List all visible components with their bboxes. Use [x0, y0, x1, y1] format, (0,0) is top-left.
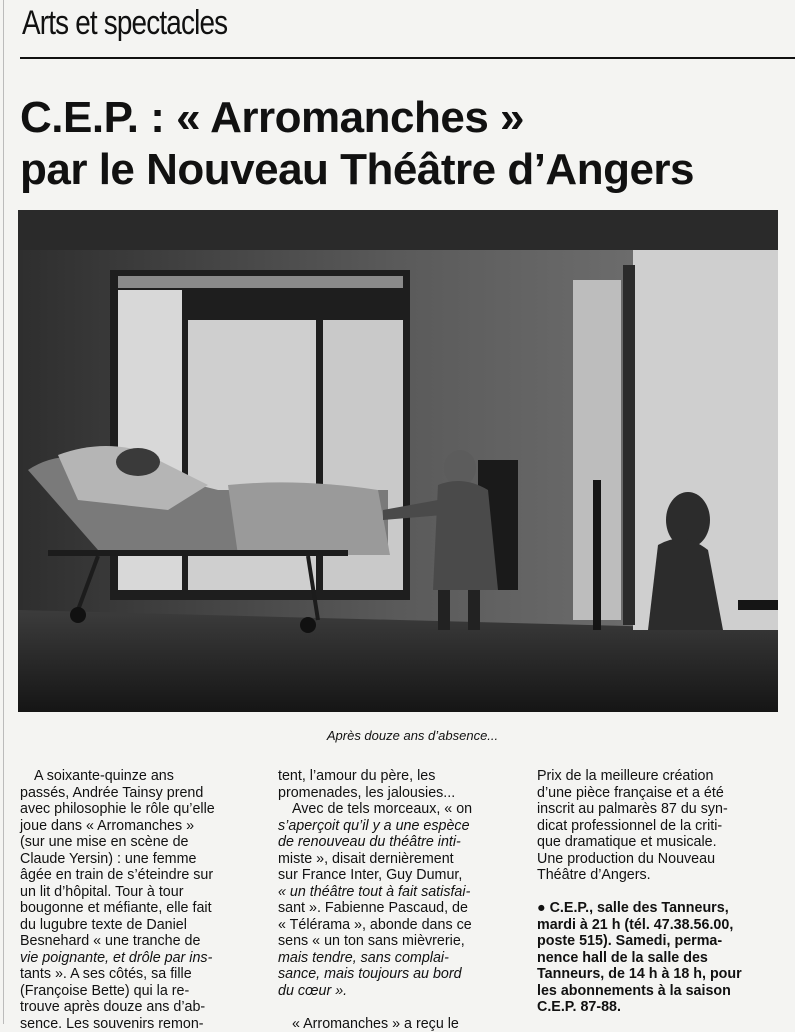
text-line: s’aperçoit qu’il y a une espèce	[278, 818, 508, 835]
text-line: mais tendre, sans complai-	[278, 950, 508, 967]
text-line: de renouveau du théâtre inti-	[278, 834, 508, 851]
text-line: miste », disait dernièrement	[278, 851, 508, 868]
text-line: (sur une mise en scène de	[20, 834, 250, 851]
text-line: tent, l’amour du père, les	[278, 768, 508, 785]
text-line: Une production du Nouveau	[537, 851, 777, 868]
text-line: Besnehard « une tranche de	[20, 933, 250, 950]
text-line: que dramatique et musicale.	[537, 834, 777, 851]
text-line: bougonne et méfiante, elle fait	[20, 900, 250, 917]
text-line: Claude Yersin) : une femme	[20, 851, 250, 868]
section-rule	[20, 57, 795, 59]
text-line: joue dans « Arromanches »	[20, 818, 250, 835]
headline-line-1: C.E.P. : « Arromanches »	[20, 92, 790, 144]
text-line: « Télérama », abonde dans ce	[278, 917, 508, 934]
text-line: inscrit au palmarès 87 du syn-	[537, 801, 777, 818]
text-line: passés, Andrée Tainsy prend	[20, 785, 250, 802]
headline-line-2: par le Nouveau Théâtre d’Angers	[20, 144, 790, 196]
text-line: sur France Inter, Guy Dumur,	[278, 867, 508, 884]
text-line: un lit d’hôpital. Tour à tour	[20, 884, 250, 901]
event-info-line: C.E.P. 87-88.	[537, 999, 777, 1016]
photo-hospital-room	[18, 210, 778, 712]
text-line	[537, 884, 777, 901]
text-line: avec philosophie le rôle qu’elle	[20, 801, 250, 818]
event-info-line: nence hall de la salle des	[537, 950, 777, 967]
text-line: dicat professionnel de la criti-	[537, 818, 777, 835]
article-column-3	[537, 768, 777, 1016]
event-info-line: les abonnements à la saison	[537, 983, 777, 1000]
text-line: « Arromanches » a reçu le	[278, 1016, 508, 1032]
text-line: Prix de la meilleure création	[537, 768, 777, 785]
text-line: d’une pièce française et a été	[537, 785, 777, 802]
event-info-line: mardi à 21 h (tél. 47.38.56.00,	[537, 917, 777, 934]
article-column-1	[20, 768, 250, 1032]
photo-illustration	[18, 210, 778, 712]
text-line: sence. Les souvenirs remon-	[20, 1016, 250, 1032]
text-line: « un théâtre tout à fait satisfai-	[278, 884, 508, 901]
article-column-2	[278, 768, 508, 1032]
text-line: Théâtre d’Angers.	[537, 867, 777, 884]
text-line: du cœur ».	[278, 983, 508, 1000]
text-line: promenades, les jalousies...	[278, 785, 508, 802]
text-line: sance, mais toujours au bord	[278, 966, 508, 983]
text-line: vie poignante, et drôle par ins-	[20, 950, 250, 967]
text-line: A soixante-quinze ans	[20, 768, 250, 785]
event-info-line: ● C.E.P., salle des Tanneurs,	[537, 900, 777, 917]
text-line: tants ». A ses côtés, sa fille	[20, 966, 250, 983]
text-line: sant ». Fabienne Pascaud, de	[278, 900, 508, 917]
text-line: sens « un ton sans mièvrerie,	[278, 933, 508, 950]
text-line: du lugubre texte de Daniel	[20, 917, 250, 934]
text-line	[278, 999, 508, 1016]
text-line: trouve après douze ans d’ab-	[20, 999, 250, 1016]
headline	[20, 92, 790, 196]
photo-caption: Après douze ans d’absence...	[0, 728, 795, 743]
event-info-line: poste 515). Samedi, perma-	[537, 933, 777, 950]
text-line: Avec de tels morceaux, « on	[278, 801, 508, 818]
event-info-line: Tanneurs, de 14 h à 18 h, pour	[537, 966, 777, 983]
page-edge-rule	[3, 0, 4, 1024]
section-title: Arts et spectacles	[22, 4, 227, 43]
text-line: (Françoise Bette) qui la re-	[20, 983, 250, 1000]
text-line: âgée en train de s’éteindre sur	[20, 867, 250, 884]
